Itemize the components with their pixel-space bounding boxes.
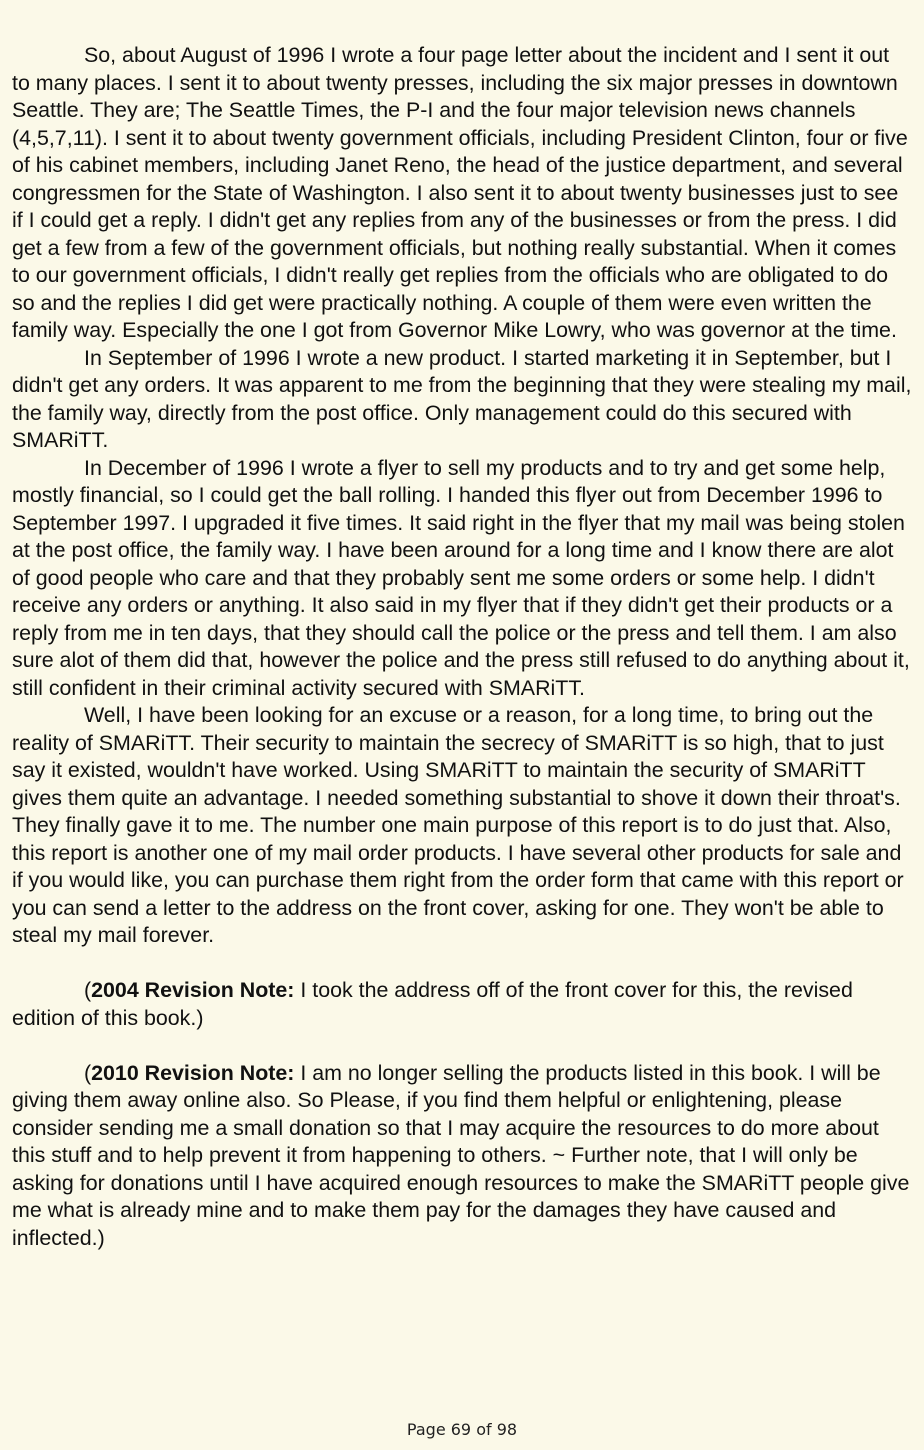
paragraph-spacer — [12, 1032, 912, 1060]
revision-note-2010-open-paren: ( — [84, 1060, 92, 1085]
revision-note-2010-text: I am no longer selling the products listed in this book. I will be giving them away online also. So Please, if you find them helpful or enlightening, please consider sending me a small donation so that I may acquire the resources to do more about this stuff and to help prevent it from happening to others. ~ Further note, that I will only be asking for donations until I have acquired enough resources to make the SMARiTT people give me what is already mine and to make them pay for the damages they have caused and inflected.) — [12, 1060, 910, 1250]
revision-note-2004-text: I took the address off of the front cover for this, the revised edition of this book.) — [12, 978, 853, 1030]
body-paragraph-3: In December of 1996 I wrote a flyer to sell my products and to try and get some help, mostly financial, so I could get the ball rolling. I handed this flyer out from December 1996 to September 1997. I upgraded it five times. It said right in the flyer that my mail was being stolen at the post office, the family way. I have been around for a long time and I know there are alot of good people who care and that they probably sent me some orders or some help. I didn't receive any orders or anything. It also said in my flyer that if they didn't get their products or a reply from me in ten days, that they should call the police or the press and tell them. I am also sure alot of them did that, however the police and the press still refused to do anything about it, still confident in their criminal activity secured with SMARiTT. — [12, 455, 910, 700]
paragraph-spacer — [12, 950, 912, 978]
revision-note-2004-open-paren: ( — [84, 978, 92, 1002]
document-page — [12, 42, 912, 1252]
revision-note-2010 — [12, 1060, 912, 1253]
revision-note-2004 — [12, 977, 912, 1032]
revision-note-2010-label: 2010 Revision Note: — [91, 1060, 295, 1085]
body-paragraph-4: Well, I have been looking for an excuse or a reason, for a long time, to bring out the reality of SMARiTT. Their security to maintain the secrecy of SMARiTT is so high, that to just say it existed, wouldn't have worked. Using SMARiTT to maintain the security of SMARiTT gives them quite an advantage. I needed something substantial to shove it down their throat's. They finally gave it to me. The number one main purpose of this report is to do just that. Also, this report is another one of my mail order products. I have several other products for sale and if you would like, you can purchase them right from the order form that came with this report or you can send a letter to the address on the front cover, asking for one. They won't be able to steal my mail forever. — [12, 703, 904, 947]
revision-note-2004-label: 2004 Revision Note: — [91, 978, 295, 1002]
page-number: Page 69 of 98 — [406, 1420, 518, 1439]
body-paragraph-2: In September of 1996 I wrote a new product. I started marketing it in September, but I didn't get any orders. It was apparent to me from the beginning that they were stealing my mail, the family way, directly from the post office. Only management could do this secured with SMARiTT. — [12, 345, 912, 452]
body-paragraph-1: So, about August of 1996 I wrote a four page letter about the incident and I sent it out to many places. I sent it to about twenty presses, including the six major presses in downtown Seattle. They are; The Seattle Times, the P-I and the four major television news channels (4,5,7,11). I sent it to about twenty government officials, including President Clinton, four or five of his cabinet members, including Janet Reno, the head of the justice department, and several congressmen for the State of Washington. I also sent it to about twenty businesses just to see if I could get a reply. I didn't get any replies from any of the businesses or from the press. I did get a few from a few of the government officials, but nothing really substantial. When it comes to our government officials, I didn't really get replies from the officials who are obligated to do so and the replies I did get were practically nothing. A couple of them were even written the family way. Especially the one I got from Governor Mike Lowry, who was governor at the time. — [12, 43, 908, 342]
